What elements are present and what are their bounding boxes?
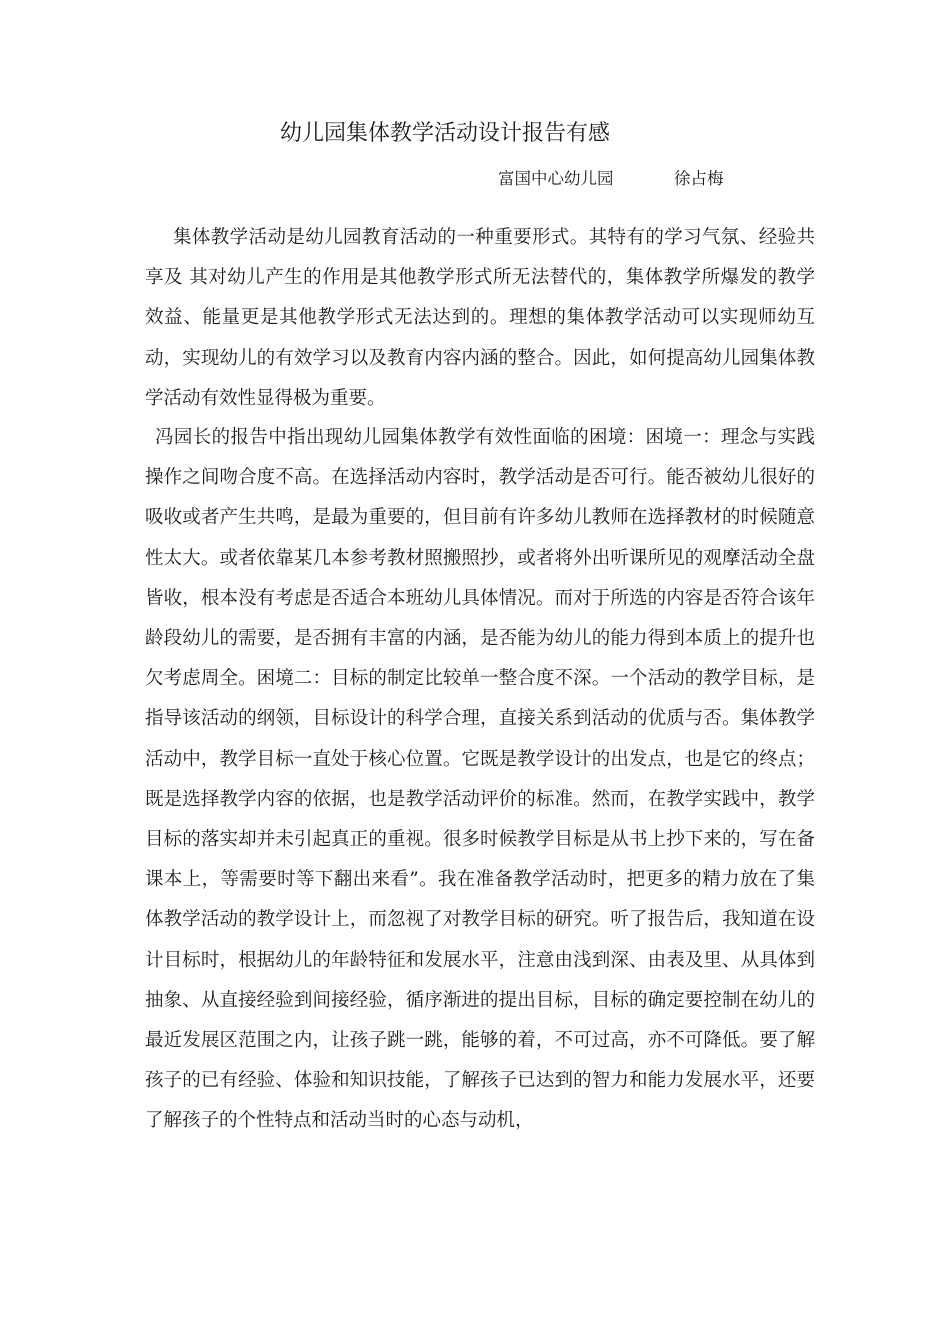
organization-name: 富国中心幼儿园	[498, 169, 614, 188]
author-name: 徐占梅	[674, 169, 724, 188]
paragraph-2: 冯园长的报告中指出现幼儿园集体教学有效性面临的困境：困境一：理念与实践操作之间吻合度不高。在选择活动内容时，教学活动是否可行。能否被幼儿很好的吸收或者产生共鸣，是最为重要的，但目前有许多幼儿教师在选择教材的时候随意性太大。或者依靠某几本参考教材照搬照抄，或者将外出听课所见的观摩活动全盘皆收，根本没有考虑是否适合本班幼儿具体情况。而对于所选的内容是否符合该年龄段幼儿的需要，是否拥有丰富的内涵，是否能为幼儿的能力得到本质上的提升也欠考虑周全。困境二：目标的制定比较单一整合度不深。一个活动的教学目标，是指导该活动的纲领，目标设计的科学合理，直接关系到活动的优质与否。集体教学活动中，教学目标一直处于核心位置。它既是教学设计的出发点，也是它的终点；既是选择教学内容的依据，也是教学活动评价的标准。然而，在教学实践中，教学目标的落实却并未引起真正的重视。很多时候教学目标是从书上抄下来的，写在备课本上，等需要时等下翻出来看”。我在准备教学活动时，把更多的精力放在了集体教学活动的教学设计上，而忽视了对教学目标的研究。听了报告后，我知道在设计目标时，根据幼儿的年龄特征和发展水平，注意由浅到深、由表及里、从具体到抽象、从直接经验到间接经验，循序渐进的提出目标，目标的确定要控制在幼儿的最近发展区范围之内，让孩子跳一跳，能够的着，不可过高，亦不可降低。要了解孩子的已有经验、体验和知识技能，了解孩子已达到的智力和能力发展水平，还要了解孩子的个性特点和活动当时的心态与动机，	[145, 427, 815, 1132]
paragraph-1: 集体教学活动是幼儿园教育活动的一种重要形式。其特有的学习气氛、经验共享及 其对幼儿产生的作用是其他教学形式所无法替代的，集体教学所爆发的教学效益、能量更是其他教学形式无法达到的。理想的集体教学活动可以实现师幼互动，实现幼儿的有效学习以及教育内容内涵的整合。因此，如何提高幼儿园集体教学活动有效性显得极为重要。	[145, 227, 815, 409]
document-title: 幼儿园集体教学活动设计报告有感	[279, 121, 610, 146]
